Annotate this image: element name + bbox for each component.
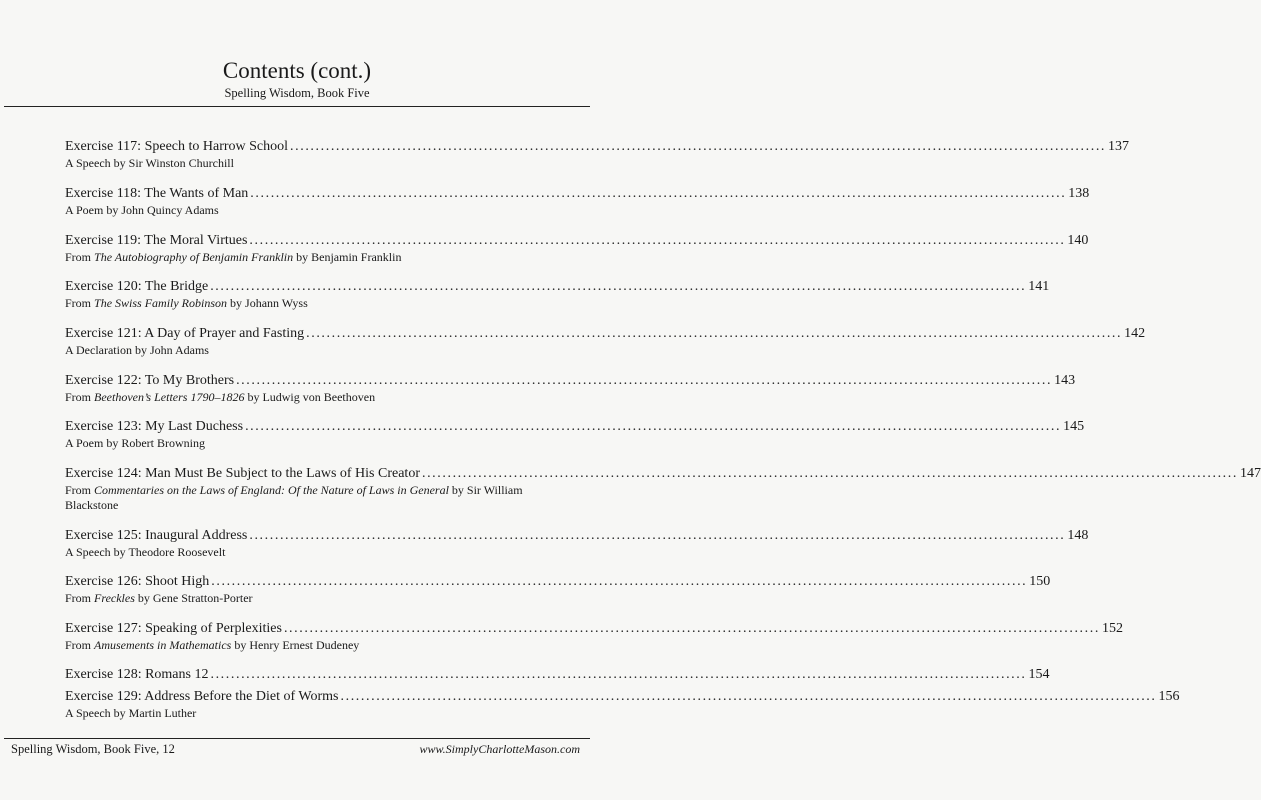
entry-title: Exercise 120: The Bridge — [65, 279, 209, 294]
entry-description: From Beethoven’s Letters 1790–1826 by Ludwig von Beethoven — [65, 390, 376, 404]
entry-description: From Freckles by Gene Stratton-Porter — [65, 591, 253, 605]
entry-title: Exercise 128: Romans 12 — [65, 667, 209, 682]
toc-entry-124 — [65, 465, 1261, 513]
page-number: 154 — [1028, 667, 1050, 682]
page-number: 148 — [1067, 528, 1089, 543]
entry-title: Exercise 125: Inaugural Address — [65, 528, 248, 543]
toc-entry-122 — [65, 372, 1076, 405]
footer-divider — [4, 738, 590, 739]
entry-title: Exercise 121: A Day of Prayer and Fasting — [65, 326, 305, 341]
entry-title: Exercise 122: To My Brothers — [65, 373, 235, 388]
toc-entry-118 — [65, 185, 1090, 218]
dot-leader: ................................................................................................................................................................ — [283, 621, 1100, 636]
entry-title: Exercise 118: The Wants of Man — [65, 186, 249, 201]
entry-description: From Commentaries on the Laws of England: Of the Nature of Laws in General by Sir William Blackstone — [65, 483, 523, 512]
dot-leader: ................................................................................................................................................................ — [245, 419, 1062, 434]
page-number: 138 — [1068, 186, 1090, 201]
dot-leader: ................................................................................................................................................................ — [236, 373, 1053, 388]
toc-entry-127 — [65, 620, 1123, 653]
entry-description: A Speech by Sir Winston Churchill — [65, 156, 234, 170]
page-number: 150 — [1029, 574, 1051, 589]
page-number: 142 — [1124, 326, 1146, 341]
entry-title: Exercise 129: Address Before the Diet of Worms — [65, 689, 339, 704]
entry-description: A Speech by Theodore Roosevelt — [65, 545, 226, 559]
entry-title: Exercise 126: Shoot High — [65, 574, 210, 589]
toc-entry-121 — [65, 325, 1146, 358]
dot-leader: ................................................................................................................................................................ — [210, 279, 1027, 294]
page-number: 152 — [1101, 621, 1123, 636]
entry-title: Exercise 127: Speaking of Perplexities — [65, 621, 282, 636]
toc-entry-128 — [65, 666, 1050, 683]
dot-leader: ................................................................................................................................................................ — [421, 466, 1238, 481]
toc-entry-117 — [65, 138, 1130, 171]
entry-description: From The Swiss Family Robinson by Johann Wyss — [65, 296, 308, 310]
footer-book-page: Spelling Wisdom, Book Five, 12 — [11, 742, 175, 756]
entry-description: A Poem by Robert Browning — [65, 436, 205, 450]
dot-leader: ................................................................................................................................................................ — [290, 139, 1107, 154]
entry-description: A Speech by Martin Luther — [65, 706, 197, 720]
page-number: 145 — [1063, 419, 1085, 434]
dot-leader: ................................................................................................................................................................ — [210, 667, 1027, 682]
dot-leader: ................................................................................................................................................................ — [340, 689, 1157, 704]
entry-description: A Poem by John Quincy Adams — [65, 203, 219, 217]
entry-title: Exercise 119: The Moral Virtues — [65, 233, 248, 248]
page-number: 137 — [1108, 139, 1130, 154]
page-subtitle: Spelling Wisdom, Book Five — [224, 86, 370, 100]
toc-entry-125 — [65, 527, 1089, 560]
header-divider — [4, 106, 590, 107]
page-number: 140 — [1067, 233, 1089, 248]
page-title: Contents (cont.) — [222, 58, 372, 83]
toc-entry-126 — [65, 573, 1051, 606]
entry-title: Exercise 117: Speech to Harrow School — [65, 139, 289, 154]
toc-entry-129 — [65, 688, 1180, 721]
toc-entry-120 — [65, 278, 1050, 311]
dot-leader: ................................................................................................................................................................ — [250, 186, 1067, 201]
entry-title: Exercise 124: Man Must Be Subject to the Laws of His Creator — [65, 466, 420, 481]
entry-title: Exercise 123: My Last Duchess — [65, 419, 244, 434]
page-number: 141 — [1028, 279, 1050, 294]
entry-description: A Declaration by John Adams — [65, 343, 209, 357]
page-number: 156 — [1158, 689, 1180, 704]
page-number: 147 — [1239, 466, 1261, 481]
entry-description: From The Autobiography of Benjamin Franklin by Benjamin Franklin — [65, 250, 402, 264]
toc-entry-119 — [65, 232, 1089, 265]
dot-leader: ................................................................................................................................................................ — [249, 233, 1066, 248]
toc-entry-123 — [65, 418, 1085, 451]
dot-leader: ................................................................................................................................................................ — [211, 574, 1028, 589]
footer-website: www.SimplyCharlotteMason.com — [419, 742, 580, 756]
dot-leader: ................................................................................................................................................................ — [249, 528, 1066, 543]
page-number: 143 — [1054, 373, 1076, 388]
dot-leader: ................................................................................................................................................................ — [306, 326, 1123, 341]
entry-description: From Amusements in Mathematics by Henry Ernest Dudeney — [65, 638, 360, 652]
